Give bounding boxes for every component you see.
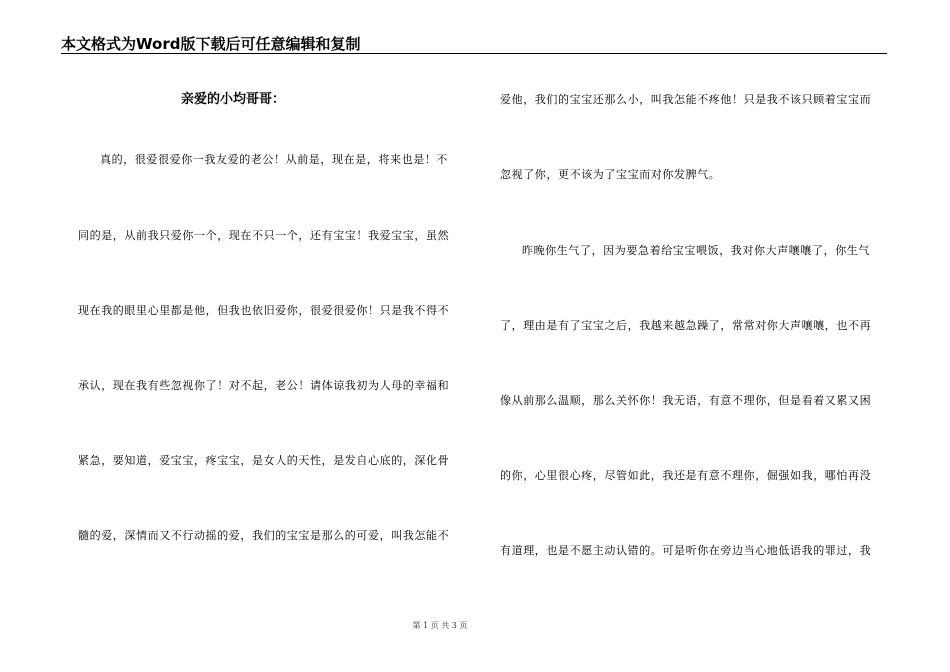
text-line: 现在我的眼里心里都是他，但我也依旧爱你，很爱很爱你！只是我不得不 xyxy=(78,304,450,317)
text-line: 像从前那么温顺，那么关怀你！我无语，有意不理你，但是看着又累又困 xyxy=(500,394,872,407)
text-line: 的你，心里很心疼，尽管如此，我还是有意不理你，倔强如我，哪怕再没 xyxy=(500,469,872,482)
text-line: 真的，很爱很爱你一我友爱的老公！从前是，现在是，将来也是！不 xyxy=(100,153,448,166)
text-line: 髓的爱，深情而又不行动摇的爱，我们的宝宝是那么的可爱，叫我怎能不 xyxy=(78,529,450,542)
document-banner: 本文格式为Word版下载后可任意编辑和复制 xyxy=(61,35,361,53)
text-line: 紧急，要知道，爱宝宝，疼宝宝，是女人的天性，是发自心底的，深化骨 xyxy=(78,454,450,467)
letter-title: 亲爱的小均哥哥： xyxy=(180,92,285,107)
text-line: 忽视了你，更不该为了宝宝而对你发脾气。 xyxy=(500,168,721,181)
text-line: 爱他，我们的宝宝还那么小，叫我怎能不疼他！只是我不该只顾着宝宝而 xyxy=(500,93,872,106)
text-line: 承认，现在我有些忽视你了！对不起，老公！请体谅我初为人母的幸福和 xyxy=(78,379,450,392)
text-line: 了，理由是有了宝宝之后，我越来越急躁了，常常对你大声嚷嚷，也不再 xyxy=(500,319,872,332)
text-line: 昨晚你生气了，因为要急着给宝宝喂饭，我对你大声嚷嚷了，你生气 xyxy=(522,244,870,257)
page-number: 第 1 页 共 3 页 xyxy=(412,621,468,630)
text-line: 同的是，从前我只爱你一个，现在不只一个，还有宝宝！我爱宝宝，虽然 xyxy=(78,229,450,242)
header-divider xyxy=(61,53,887,54)
text-line: 有道理，也是不愿主动认错的。可是听你在旁边当心地低语我的罪过，我 xyxy=(500,544,872,557)
